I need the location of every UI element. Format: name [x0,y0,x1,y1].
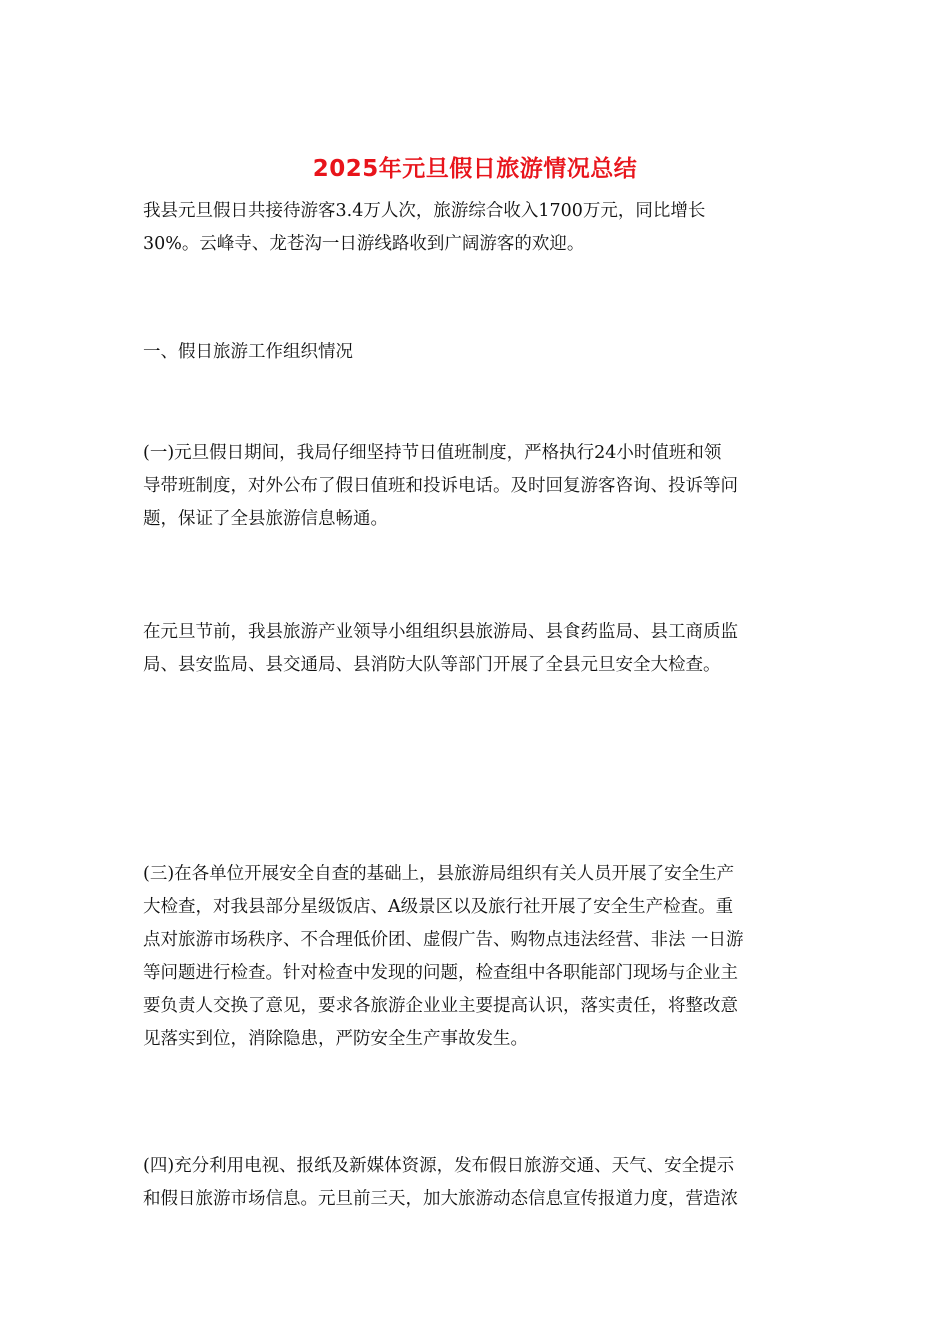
paragraph-line: 和假日旅游市场信息。元旦前三天，加大旅游动态信息宣传报道力度，营造浓 [143,1189,738,1209]
paragraph-line: 局、县安监局、县交通局、县消防大队等部门开展了全县元旦安全大检查。 [143,655,721,675]
paragraph-line: 见落实到位，消除隐患，严防安全生产事故发生。 [143,1029,528,1049]
paragraph-item-2 [143,616,815,682]
paragraph-line: 题，保证了全县旅游信息畅通。 [143,509,388,529]
paragraph-line: 要负责人交换了意见，要求各旅游企业业主要提高认识，落实责任，将整改意 [143,996,738,1016]
paragraph-line: 一、假日旅游工作组织情况 [143,342,353,362]
document-title: 2025年元旦假日旅游情况总结 [312,156,638,182]
paragraph-line: 导带班制度，对外公布了假日值班和投诉电话。及时回复游客咨询、投诉等问 [143,476,738,496]
paragraph-line: 点对旅游市场秩序、不合理低价团、虚假广告、购物点违法经营、非法 一日游 [143,930,744,950]
paragraph-item-4 [143,1150,815,1216]
paragraph-line: 我县元旦假日共接待游客3.4万人次，旅游综合收入1700万元，同比增长 [143,201,706,221]
paragraph-item-1 [143,437,815,536]
paragraph-summary [143,195,815,261]
section-heading [143,336,815,369]
paragraph-line: 在元旦节前，我县旅游产业领导小组组织县旅游局、县食药监局、县工商质监 [143,622,738,642]
paragraph-line: (一)元旦假日期间，我局仔细坚持节日值班制度，严格执行24小时值班和领 [143,443,722,463]
paragraph-line: (四)充分利用电视、报纸及新媒体资源，发布假日旅游交通、天气、安全提示 [143,1156,735,1176]
paragraph-line: (三)在各单位开展安全自查的基础上，县旅游局组织有关人员开展了安全生产 [143,864,735,884]
paragraph-line: 30%。云峰寺、龙苍沟一日游线路收到广阔游客的欢迎。 [143,234,585,254]
paragraph-item-3 [143,858,815,1056]
paragraph-line: 大检查，对我县部分星级饭店、A级景区以及旅行社开展了安全生产检查。重 [143,897,734,917]
paragraph-line: 等问题进行检查。针对检查中发现的问题，检查组中各职能部门现场与企业主 [143,963,738,983]
